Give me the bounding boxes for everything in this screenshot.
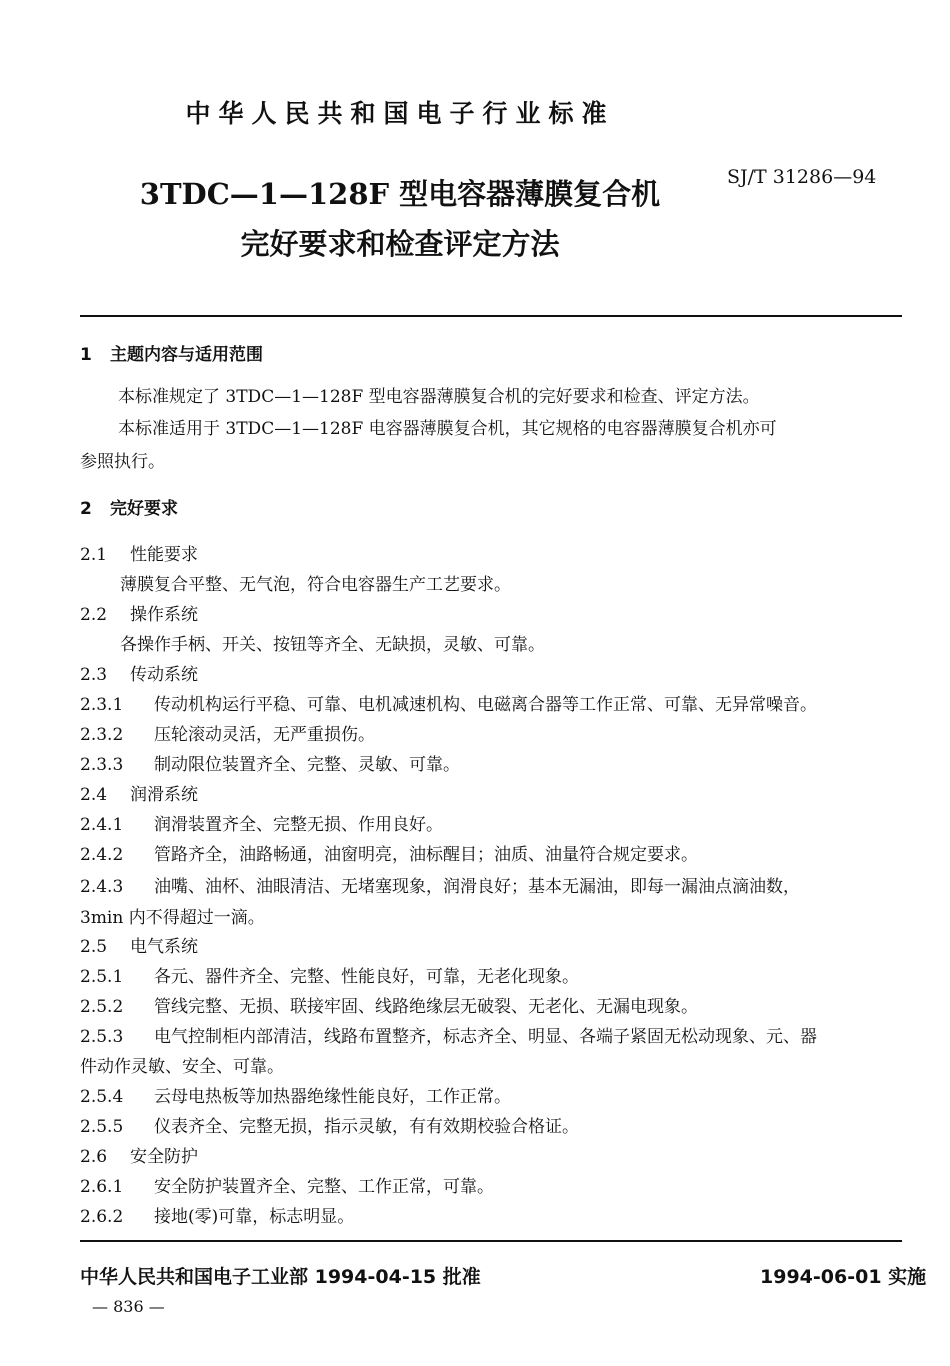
clause-2-3-2 — [80, 720, 375, 745]
clause-number: 2.5.1 — [80, 967, 124, 987]
clause-number: 2.3.1 — [80, 695, 124, 715]
clause-text: 传动机构运行平稳、可靠、电机减速机构、电磁离合器等工作正常、可靠、无异常噪音。 — [154, 695, 817, 715]
document-title-line2: 完好要求和检查评定方法 — [240, 227, 560, 261]
clause-2-5 — [80, 932, 198, 957]
clause-number: 2.5.4 — [80, 1087, 124, 1107]
document-title-line1: 3TDC—1—128F 型电容器薄膜复合机 — [139, 177, 661, 211]
clause-number: 2.5.2 — [80, 997, 124, 1017]
section-number: 1 — [80, 345, 92, 365]
approval-statement: 中华人民共和国电子工业部 1994-04-15 批准 — [80, 1266, 481, 1288]
clause-2-1 — [80, 540, 198, 565]
clause-number: 2.5.5 — [80, 1117, 124, 1137]
section-1-heading — [80, 340, 263, 365]
clause-number: 2.3.2 — [80, 725, 124, 745]
clause-number: 2.2 — [80, 605, 108, 625]
clause-text: 云母电热板等加热器绝缘性能良好，工作正常。 — [154, 1087, 511, 1107]
clause-title: 电气系统 — [130, 937, 198, 957]
clause-continuation: 件动作灵敏、安全、可靠。 — [80, 1057, 284, 1077]
clause-2-5-3 — [80, 1022, 817, 1047]
bottom-rule — [80, 1240, 902, 1242]
clause-text: 管路齐全，油路畅通，油窗明亮，油标醒目；油质、油量符合规定要求。 — [154, 845, 698, 865]
clause-2-2 — [80, 600, 198, 625]
clause-number: 2.4.2 — [80, 845, 124, 865]
clause-number: 2.6 — [80, 1147, 108, 1167]
clause-title: 性能要求 — [130, 545, 198, 565]
clause-2-3-3 — [80, 750, 460, 775]
standard-code: SJ/T 31286—94 — [727, 166, 877, 188]
clause-text: 薄膜复合平整、无气泡，符合电容器生产工艺要求。 — [120, 575, 511, 595]
clause-number: 2.1 — [80, 545, 108, 565]
top-rule — [80, 315, 902, 317]
clause-number: 2.5 — [80, 937, 108, 957]
clause-2-3 — [80, 660, 198, 685]
clause-text: 压轮滚动灵活，无严重损伤。 — [154, 725, 375, 745]
clause-2-3-1 — [80, 690, 817, 715]
paragraph: 本标准规定了 3TDC—1—128F 型电容器薄膜复合机的完好要求和检查、评定方法。 — [118, 387, 760, 407]
clause-2-4-3 — [80, 872, 800, 897]
clause-number: 2.4 — [80, 785, 108, 805]
clause-text: 安全防护装置齐全、完整、工作正常，可靠。 — [154, 1177, 494, 1197]
clause-2-5-4 — [80, 1082, 511, 1107]
clause-2-5-5 — [80, 1112, 579, 1137]
clause-number: 2.3.3 — [80, 755, 124, 775]
clause-number: 2.4.1 — [80, 815, 124, 835]
clause-text: 制动限位装置齐全、完整、灵敏、可靠。 — [154, 755, 460, 775]
clause-text: 电气控制柜内部清洁，线路布置整齐，标志齐全、明显、各端子紧固无松动现象、元、器 — [154, 1027, 817, 1047]
clause-title: 操作系统 — [130, 605, 198, 625]
clause-continuation: 3min 内不得超过一滴。 — [80, 908, 265, 928]
clause-number: 2.4.3 — [80, 877, 124, 897]
clause-number: 2.3 — [80, 665, 108, 685]
clause-2-5-2 — [80, 992, 698, 1017]
clause-number: 2.5.3 — [80, 1027, 124, 1047]
clause-text: 各操作手柄、开关、按钮等齐全、无缺损，灵敏、可靠。 — [120, 635, 545, 655]
page-number: — 836 — — [92, 1297, 165, 1316]
clause-title: 安全防护 — [130, 1147, 198, 1167]
paragraph: 本标准适用于 3TDC—1—128F 电容器薄膜复合机，其它规格的电容器薄膜复合机亦可 — [118, 419, 777, 439]
section-2-heading — [80, 494, 178, 519]
clause-2-5-1 — [80, 962, 579, 987]
clause-2-4-2 — [80, 840, 698, 865]
clause-text: 仪表齐全、完整无损，指示灵敏，有有效期校验合格证。 — [154, 1117, 579, 1137]
section-number: 2 — [80, 499, 92, 519]
effective-date: 1994-06-01 实施 — [760, 1266, 927, 1288]
industry-standard-heading: 中华人民共和国电子行业标准 — [185, 99, 615, 128]
clause-title: 润滑系统 — [130, 785, 198, 805]
paragraph-continuation: 参照执行。 — [80, 452, 165, 472]
clause-2-6-2 — [80, 1202, 354, 1227]
section-title: 完好要求 — [110, 499, 178, 519]
clause-text: 接地(零)可靠，标志明显。 — [154, 1207, 355, 1227]
clause-2-4-1 — [80, 810, 443, 835]
clause-number: 2.6.2 — [80, 1207, 124, 1227]
clause-2-6-1 — [80, 1172, 494, 1197]
clause-text: 油嘴、油杯、油眼清洁、无堵塞现象，润滑良好；基本无漏油，即每一漏油点滴油数， — [154, 877, 800, 897]
section-title: 主题内容与适用范围 — [110, 345, 263, 365]
clause-2-6 — [80, 1142, 198, 1167]
clause-text: 各元、器件齐全、完整、性能良好，可靠，无老化现象。 — [154, 967, 579, 987]
clause-2-4 — [80, 780, 198, 805]
clause-title: 传动系统 — [130, 665, 198, 685]
clause-text: 润滑装置齐全、完整无损、作用良好。 — [154, 815, 443, 835]
clause-number: 2.6.1 — [80, 1177, 124, 1197]
clause-text: 管线完整、无损、联接牢固、线路绝缘层无破裂、无老化、无漏电现象。 — [154, 997, 698, 1017]
